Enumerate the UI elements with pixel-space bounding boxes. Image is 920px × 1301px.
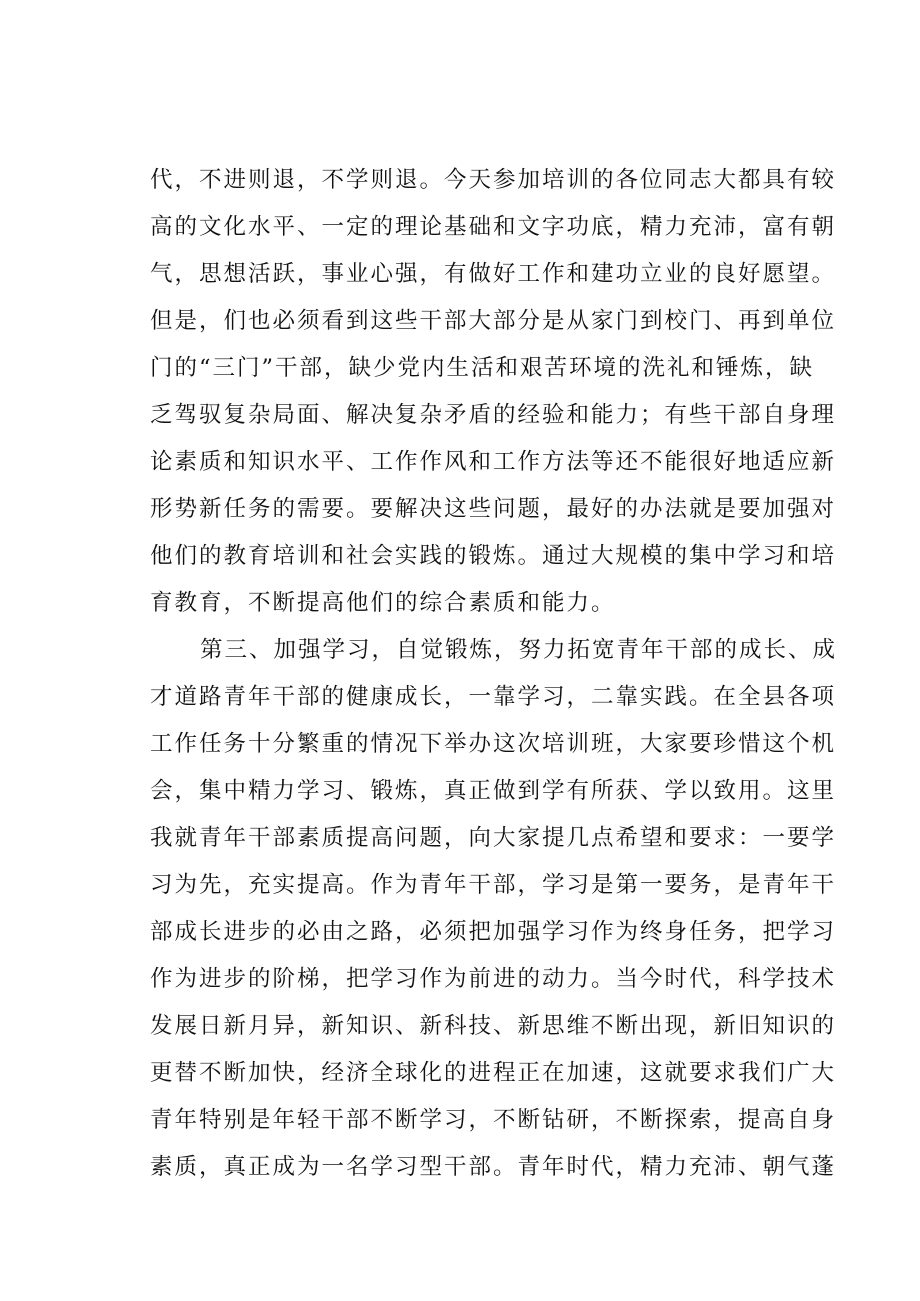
text-line: 第三、加强学习，自觉锻炼，努力拓宽青年干部的成长、成 [200, 637, 838, 663]
text-line: 发展日新月异，新知识、新科技、新思维不断出现，新旧知识的 [150, 1013, 837, 1039]
body-text [150, 157, 838, 1191]
text-line: 气，思想活跃，事业心强，有做好工作和建功立业的良好愿望。 [150, 261, 837, 287]
text-line: 工作任务十分繁重的情况下举办这次培训班，大家要珍惜这个机 [150, 731, 837, 757]
text-line: 形势新任务的需要。要解决这些问题，最好的办法就是要加强对 [150, 496, 837, 522]
text-line: 代，不进则退，不学则退。今天参加培训的各位同志大都具有较 [150, 167, 837, 193]
text-line: 部成长进步的必由之路，必须把加强学习作为终身任务，把学习 [150, 919, 837, 945]
paragraph-continuation [150, 157, 837, 627]
text-line: 我就青年干部素质提高问题，向大家提几点希望和要求：一要学 [150, 825, 837, 851]
text-line: 但是，们也必须看到这些干部大部分是从家门到校门、再到单位 [150, 308, 837, 334]
text-line: 论素质和知识水平、工作作风和工作方法等还不能很好地适应新 [150, 449, 837, 475]
text-line: 高的文化水平、一定的理论基础和文字功底，精力充沛，富有朝 [150, 214, 837, 240]
text-line: 门的“三门”干部，缺少党内生活和艰苦环境的洗礼和锤炼，缺 [150, 355, 815, 381]
text-line: 习为先，充实提高。作为青年干部，学习是第一要务，是青年干 [150, 872, 837, 898]
text-line: 会，集中精力学习、锻炼，真正做到学有所获、学以致用。这里 [150, 778, 837, 804]
text-line: 更替不断加快，经济全球化的进程正在加速，这就要求我们广大 [150, 1060, 837, 1086]
text-line: 才道路青年干部的健康成长，一靠学习，二靠实践。在全县各项 [150, 684, 837, 710]
text-line: 青年特别是年轻干部不断学习，不断钻研，不断探索，提高自身 [150, 1107, 837, 1133]
text-line: 素质，真正成为一名学习型干部。青年时代，精力充沛、朝气蓬 [150, 1154, 837, 1180]
text-line: 作为进步的阶梯，把学习作为前进的动力。当今时代，科学技术 [150, 966, 837, 992]
paragraph-section-three [150, 627, 838, 1191]
text-line: 乏驾驭复杂局面、解决复杂矛盾的经验和能力；有些干部自身理 [150, 402, 837, 428]
text-line: 他们的教育培训和社会实践的锻炼。通过大规模的集中学习和培 [150, 543, 837, 569]
text-line: 育教育，不断提高他们的综合素质和能力。 [150, 590, 616, 616]
